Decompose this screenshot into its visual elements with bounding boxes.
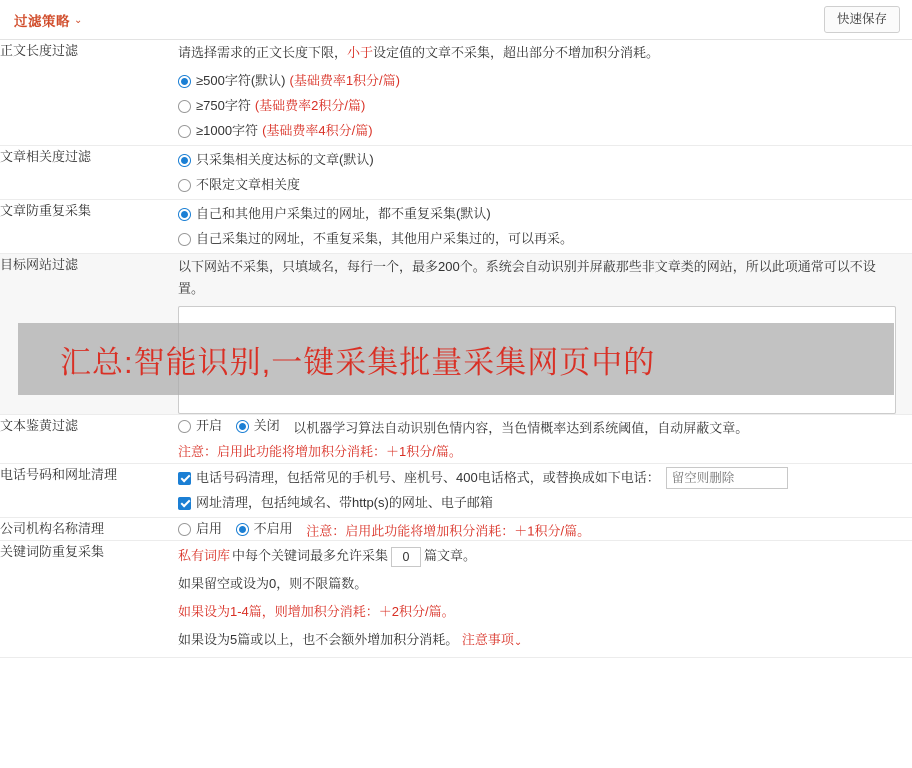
label-dedup-collect: 文章防重复采集 xyxy=(0,200,178,254)
company-option-disable-label: 不启用 xyxy=(253,521,293,536)
company-clean-options xyxy=(178,518,912,540)
watermark-text: 汇总:智能识别,一键采集批量采集网页中的 xyxy=(60,344,656,380)
porn-filter-note: 注意：启用此功能将增加积分消耗：＋1积分/篇。 xyxy=(178,444,462,459)
company-option-enable-label: 启用 xyxy=(196,521,223,536)
row-phone-url-clean xyxy=(0,464,912,518)
row-site-filter xyxy=(0,254,912,415)
url-clean-option[interactable] xyxy=(178,492,912,514)
notice-link[interactable]: 注意事项 xyxy=(461,632,514,647)
relevance-option-strict-label: 只采集相关度达标的文章(默认) xyxy=(196,152,374,167)
desc-emphasis: 小于 xyxy=(347,45,374,60)
company-option-enable[interactable] xyxy=(178,518,222,540)
dedup-option-self-only[interactable] xyxy=(178,228,912,250)
length-filter-description xyxy=(178,42,912,64)
label-porn-filter: 文本鉴黄过滤 xyxy=(0,415,178,464)
length-option-1000-label: ≥1000字符 xyxy=(196,123,259,138)
radio-dedup-all-users[interactable] xyxy=(178,208,191,221)
url-clean-label: 网址清理，包括纯域名、带http(s)的网址、电子邮箱 xyxy=(196,495,493,510)
radio-length-1000[interactable] xyxy=(178,125,191,138)
desc-part1: 请选择需求的正文长度下限， xyxy=(178,45,348,60)
label-phone-url-clean: 电话号码和网址清理 xyxy=(0,464,178,518)
label-company-clean: 公司机构名称清理 xyxy=(0,518,178,541)
private-library-label: 私有词库 xyxy=(178,548,231,563)
row-length-filter xyxy=(0,40,912,146)
page-title: 过滤策略 xyxy=(14,13,70,29)
length-option-500[interactable] xyxy=(178,70,912,92)
relevance-option-any-label: 不限定文章相关度 xyxy=(196,177,301,192)
radio-relevance-any[interactable] xyxy=(178,179,191,192)
keyword-dedup-line1-before: 中每个关键词最多允许采集 xyxy=(232,548,389,563)
relevance-option-any[interactable] xyxy=(178,174,912,196)
filter-settings-table xyxy=(0,40,912,658)
dedup-option-self-only-label: 自己采集过的网址，不重复采集，其他用户采集过的，可以再采。 xyxy=(196,231,574,246)
row-relevance-filter xyxy=(0,146,912,200)
label-relevance-filter: 文章相关度过滤 xyxy=(0,146,178,200)
length-option-750-note: (基础费率2积分/篇) xyxy=(254,98,366,113)
label-length-filter: 正文长度过滤 xyxy=(0,40,178,146)
dedup-option-all-users[interactable] xyxy=(178,203,912,225)
porn-option-on[interactable] xyxy=(178,415,222,437)
keyword-max-articles-input[interactable] xyxy=(391,547,421,567)
dedup-option-all-users-label: 自己和其他用户采集过的网址，都不重复采集(默认) xyxy=(196,206,491,221)
blocked-sites-textarea[interactable] xyxy=(178,306,896,414)
keyword-dedup-line4-before: 如果设为5篇或以上，也不会额外增加积分消耗。 xyxy=(178,632,459,647)
length-option-750[interactable] xyxy=(178,95,912,117)
checkbox-url-clean[interactable] xyxy=(178,497,191,510)
field-relevance-filter xyxy=(178,146,912,200)
label-keyword-dedup: 关键词防重复采集 xyxy=(0,541,178,658)
phone-clean-option[interactable] xyxy=(178,467,912,489)
length-option-1000-note: (基础费率4积分/篇) xyxy=(262,123,373,138)
relevance-option-strict[interactable] xyxy=(178,149,912,171)
keyword-dedup-line1-after: 篇文章。 xyxy=(424,548,477,563)
notice-chevron-down-icon[interactable]: ⌄ xyxy=(513,637,523,648)
field-keyword-dedup xyxy=(178,541,912,658)
porn-filter-description: 以机器学习算法自动识别色情内容，当色情概率达到系统阈值，自动屏蔽文章。 xyxy=(293,420,749,436)
replacement-phone-input[interactable] xyxy=(666,467,788,489)
porn-option-off[interactable] xyxy=(236,415,280,437)
length-option-500-label: ≥500字符(默认) xyxy=(196,73,286,88)
radio-length-750[interactable] xyxy=(178,100,191,113)
length-option-1000[interactable] xyxy=(178,120,912,142)
row-company-clean xyxy=(0,518,912,541)
radio-company-enable[interactable] xyxy=(178,523,191,536)
field-porn-filter xyxy=(178,415,912,464)
chevron-down-icon[interactable]: ⌄ xyxy=(74,15,83,26)
label-site-filter: 目标网站过滤 xyxy=(0,254,178,415)
radio-relevance-strict[interactable] xyxy=(178,154,191,167)
quick-save-button[interactable]: 快速保存 xyxy=(824,6,900,33)
keyword-dedup-line1 xyxy=(178,543,912,569)
row-dedup-collect xyxy=(0,200,912,254)
porn-filter-options xyxy=(178,415,912,437)
page-header xyxy=(0,0,912,40)
row-porn-filter xyxy=(0,415,912,464)
desc-part2: 设定值的文章不采集，超出部分不增加积分消耗。 xyxy=(373,45,660,60)
field-dedup-collect xyxy=(178,200,912,254)
porn-option-off-label: 关闭 xyxy=(253,418,280,433)
keyword-dedup-line4 xyxy=(178,627,912,655)
company-clean-note: 注意：启用此功能将增加积分消耗：＋1积分/篇。 xyxy=(306,523,591,539)
radio-porn-off[interactable] xyxy=(236,420,249,433)
radio-length-500[interactable] xyxy=(178,75,191,88)
site-filter-description: 以下网站不采集，只填域名，每行一个，最多200个。系统会自动识别并屏蔽那些非文章类的网站，所以此项通常可以不设置。 xyxy=(178,259,876,296)
length-option-750-label: ≥750字符 xyxy=(196,98,251,113)
keyword-dedup-line2: 如果留空或设为0，则不限篇数。 xyxy=(178,576,368,591)
field-length-filter xyxy=(178,40,912,146)
porn-option-on-label: 开启 xyxy=(196,418,223,433)
company-option-disable[interactable] xyxy=(236,518,293,540)
checkbox-phone-clean[interactable] xyxy=(178,472,191,485)
radio-company-disable[interactable] xyxy=(236,523,249,536)
radio-dedup-self-only[interactable] xyxy=(178,233,191,246)
row-keyword-dedup xyxy=(0,541,912,658)
radio-porn-on[interactable] xyxy=(178,420,191,433)
field-site-filter xyxy=(178,254,912,415)
keyword-dedup-line3: 如果设为1-4篇，则增加积分消耗：＋2积分/篇。 xyxy=(178,604,455,619)
phone-clean-label: 电话号码清理，包括常见的手机号、座机号、400电话格式，或替换成如下电话： xyxy=(196,470,660,485)
field-company-clean xyxy=(178,518,912,541)
length-option-500-note: (基础费率1积分/篇) xyxy=(289,73,400,88)
field-phone-url-clean xyxy=(178,464,912,518)
